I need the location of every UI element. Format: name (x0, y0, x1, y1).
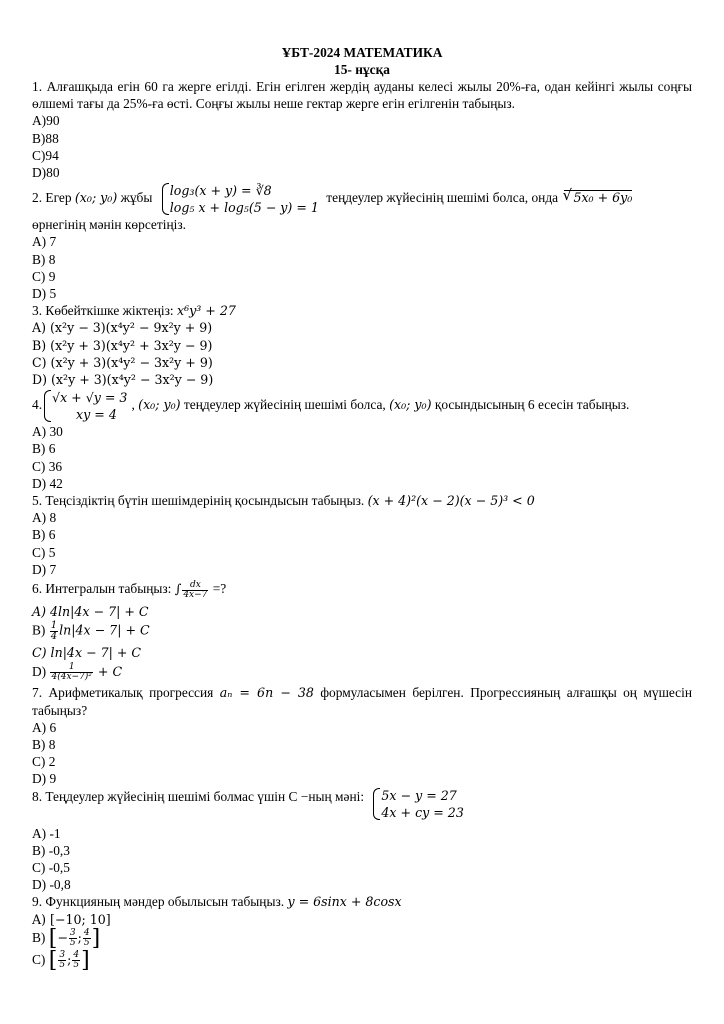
question-7-text-a: 7. Арифметикалық прогрессия (32, 685, 220, 701)
question-9-option-c-rbracket: ] (81, 947, 90, 973)
question-9-option-c-semicolon: ; (67, 951, 72, 967)
question-6-option-b (32, 621, 692, 642)
question-8-eq1: 5x − y = 27 (381, 787, 457, 803)
question-6-option-d-den: 4(4x−7)² (51, 672, 92, 683)
question-6-option-b-num: 1 (50, 619, 58, 631)
question-5-expr: (x + 4)²(x − 2)(x − 5)³ < 0 (367, 493, 535, 509)
question-3-label: 3. Көбейткішке жіктеңіз: (32, 303, 177, 319)
question-4-system (42, 389, 127, 423)
question-3-option-c: C) (x²y + 3)(x⁴y² − 3x²y + 9) (32, 354, 213, 370)
question-6-option-d-label: D) (32, 663, 50, 679)
question-6-label: 6. Интегралын табыңыз: (32, 581, 175, 597)
question-9-option-c-n1: 3 (59, 950, 66, 961)
question-8-option-b: B) -0,3 (32, 842, 70, 858)
question-2-system (160, 182, 319, 216)
question-4-mid: теңдеулер жүйесінің шешімі болса, (180, 397, 390, 413)
question-6-option-a: A) 4ln|4x − 7| + C (32, 603, 149, 619)
question-9-option-b-frac1 (69, 929, 77, 948)
question-9-option-c-d2: 5 (73, 960, 80, 971)
question-9-expr: y = 6sinx + 8cosx (287, 894, 402, 910)
question-4-pair1: (x₀; y₀) (138, 397, 181, 413)
question-3-option-b: B) (x²y + 3)(x⁴y² + 3x²y − 9) (32, 337, 213, 353)
question-4-option-d: D) 42 (32, 475, 63, 491)
question-1-option-c: C)94 (32, 147, 59, 163)
question-9-option-c-frac1 (58, 951, 66, 970)
question-8-option-a: A) -1 (32, 825, 61, 841)
question-9-option-c-label: C) (32, 951, 49, 967)
question-2-option-b: B) 8 (32, 251, 56, 267)
question-4-text: 4. √x + √y = 3 xy = 4 , (x₀; y₀) теңдеулер жүйесінің шешімі болса, (x₀; y₀) қосындысының 6 есесін табыңыз. (32, 390, 630, 423)
question-7-option-b: B) 8 (32, 736, 56, 752)
question-6-option-b-den: 4 (50, 630, 58, 642)
question-6-option-d (32, 663, 692, 682)
question-7-text (32, 684, 692, 718)
question-9-option-b-d2: 5 (83, 938, 90, 949)
question-9-option-c-lbracket: [ (48, 947, 58, 973)
question-6-option-b-fraction (50, 621, 58, 642)
question-9-option-c (32, 947, 692, 973)
document-title: ҰБТ-2024 МАТЕМАТИКА (281, 45, 443, 60)
question-4-tail: қосындысының 6 есесін табыңыз. (431, 397, 630, 413)
question-1-option-d: D)80 (32, 165, 60, 181)
question-7-option-a: A) 6 (32, 719, 57, 735)
question-9-option-b-frac2 (83, 929, 91, 948)
question-4-num: 4. (32, 397, 43, 413)
question-3-expr: x⁶y³ + 27 (176, 303, 236, 319)
variant-label: 15- нұсқа (334, 62, 390, 77)
question-6-option-d-num: 1 (50, 663, 92, 673)
integral-sign: ∫ (174, 581, 182, 597)
question-7-text-b: формуласымен берілген. Прогрессияның алғашқы оң мүшесін табыңыз? (32, 685, 692, 718)
question-7-option-d: D) 9 (32, 771, 57, 787)
question-4-eq1: √x + √y = 3 (52, 390, 128, 406)
question-3-option-a: A) (x²y − 3)(x⁴y² − 9x²y + 9) (32, 320, 213, 336)
question-5-option-d: D) 7 (32, 561, 57, 577)
question-4-option-b: B) 6 (32, 441, 56, 457)
question-2-pre: 2. Егер (32, 190, 75, 206)
question-4-eq2: xy = 4 (76, 407, 117, 423)
question-9-option-b-semicolon: ; (77, 929, 82, 945)
question-6-option-c: C) ln|4x − 7| + C (32, 644, 142, 660)
question-9-option-c-d1: 5 (59, 960, 66, 971)
question-7-option-c: C) 2 (32, 754, 56, 770)
question-2-option-c: C) 9 (32, 268, 56, 284)
question-2-text (32, 182, 692, 216)
question-2-option-a: A) 7 (32, 234, 57, 250)
question-4-option-c: C) 36 (32, 458, 63, 474)
question-6-num: dx (182, 581, 208, 591)
question-5-text (32, 492, 692, 509)
question-5-option-a: A) 8 (32, 510, 57, 526)
question-6-text (32, 580, 692, 599)
question-7-formula: aₙ = 6n − 38 (219, 685, 314, 701)
question-2-eq1: log₃(x + y) = ∛8 (169, 183, 272, 199)
question-8-label: 8. Теңдеулер жүйесінің шешімі болмас үшін С −ның мәні: (32, 788, 368, 804)
document-page (32, 44, 692, 972)
question-3-text (32, 302, 692, 319)
question-4-option-a: A) 30 (32, 424, 63, 440)
question-9-option-b-d1: 5 (69, 938, 76, 949)
question-4-pair2: (x₀; y₀) (389, 397, 432, 413)
question-3-option-d: D) (x²y + 3)(x⁴y² − 3x²y − 9) (32, 372, 214, 388)
question-2-post: теңдеулер жүйесінің шешімі болса, онда (322, 190, 562, 206)
question-9-option-b-rbracket: ] (91, 925, 101, 951)
question-8-system (371, 787, 463, 821)
question-1-text: 1. Алғашқыда егін 60 га жерге егілді. Егін егілген жердің ауданы келесі жылы 20%-ға, одан кейінгі жылы соңғы өлшемі тағы да 25%-ға өсті. Соңғы жылы неше гектар жерге егін егілгенін табыңыз. (32, 79, 692, 112)
question-9-option-b-minus: − (57, 929, 68, 945)
question-9-option-c-frac2 (72, 951, 80, 970)
question-6-option-b-label: B) (32, 622, 49, 638)
question-9-option-b-n2: 4 (83, 928, 90, 939)
question-9-label: 9. Функцияның мәндер обылысын табыңыз. (32, 894, 288, 910)
question-2-tail: өрнегінің мәнін көрсетіңіз. (32, 217, 186, 233)
question-6-option-b-expr: ln|4x − 7| + C (59, 622, 150, 638)
question-8-option-d: D) -0,8 (32, 877, 71, 893)
question-9-option-b-lbracket: [ (48, 925, 58, 951)
question-8-option-c: C) -0,5 (32, 859, 70, 875)
question-1-option-b: B)88 (32, 130, 59, 146)
question-2-option-d: D) 5 (32, 286, 57, 302)
question-8-text (32, 788, 692, 821)
question-9-option-b-n1: 3 (69, 928, 76, 939)
question-9-option-b (32, 925, 692, 951)
question-6-eq: =? (209, 581, 227, 597)
question-2-root-expr: √ 5x₀ + 6y₀ (564, 190, 632, 205)
question-5-label: 5. Теңсіздіктің бүтін шешімдерінің қосындысын табыңыз. (32, 493, 368, 509)
question-6-option-d-expr: + C (93, 663, 123, 679)
question-6-fraction (182, 581, 208, 600)
question-1-option-a: A)90 (32, 113, 60, 129)
question-2-pair: (x₀; y₀) (74, 190, 118, 206)
question-6-den: 4x−7 (183, 589, 208, 600)
question-5-option-c: C) 5 (32, 544, 56, 560)
question-9-option-c-n2: 4 (73, 950, 80, 961)
question-8-eq2: 4x + cy = 23 (381, 804, 464, 820)
question-9-option-a: A) [−10; 10] (32, 911, 111, 927)
question-6-option-d-fraction (50, 663, 92, 682)
question-2-mid: жұбы (117, 190, 156, 206)
question-5-option-b: B) 6 (32, 527, 56, 543)
question-2-eq2: log₅ x + log₅(5 − y) = 1 (169, 200, 319, 216)
question-9-text (32, 893, 692, 910)
question-9-option-b-label: B) (32, 929, 49, 945)
